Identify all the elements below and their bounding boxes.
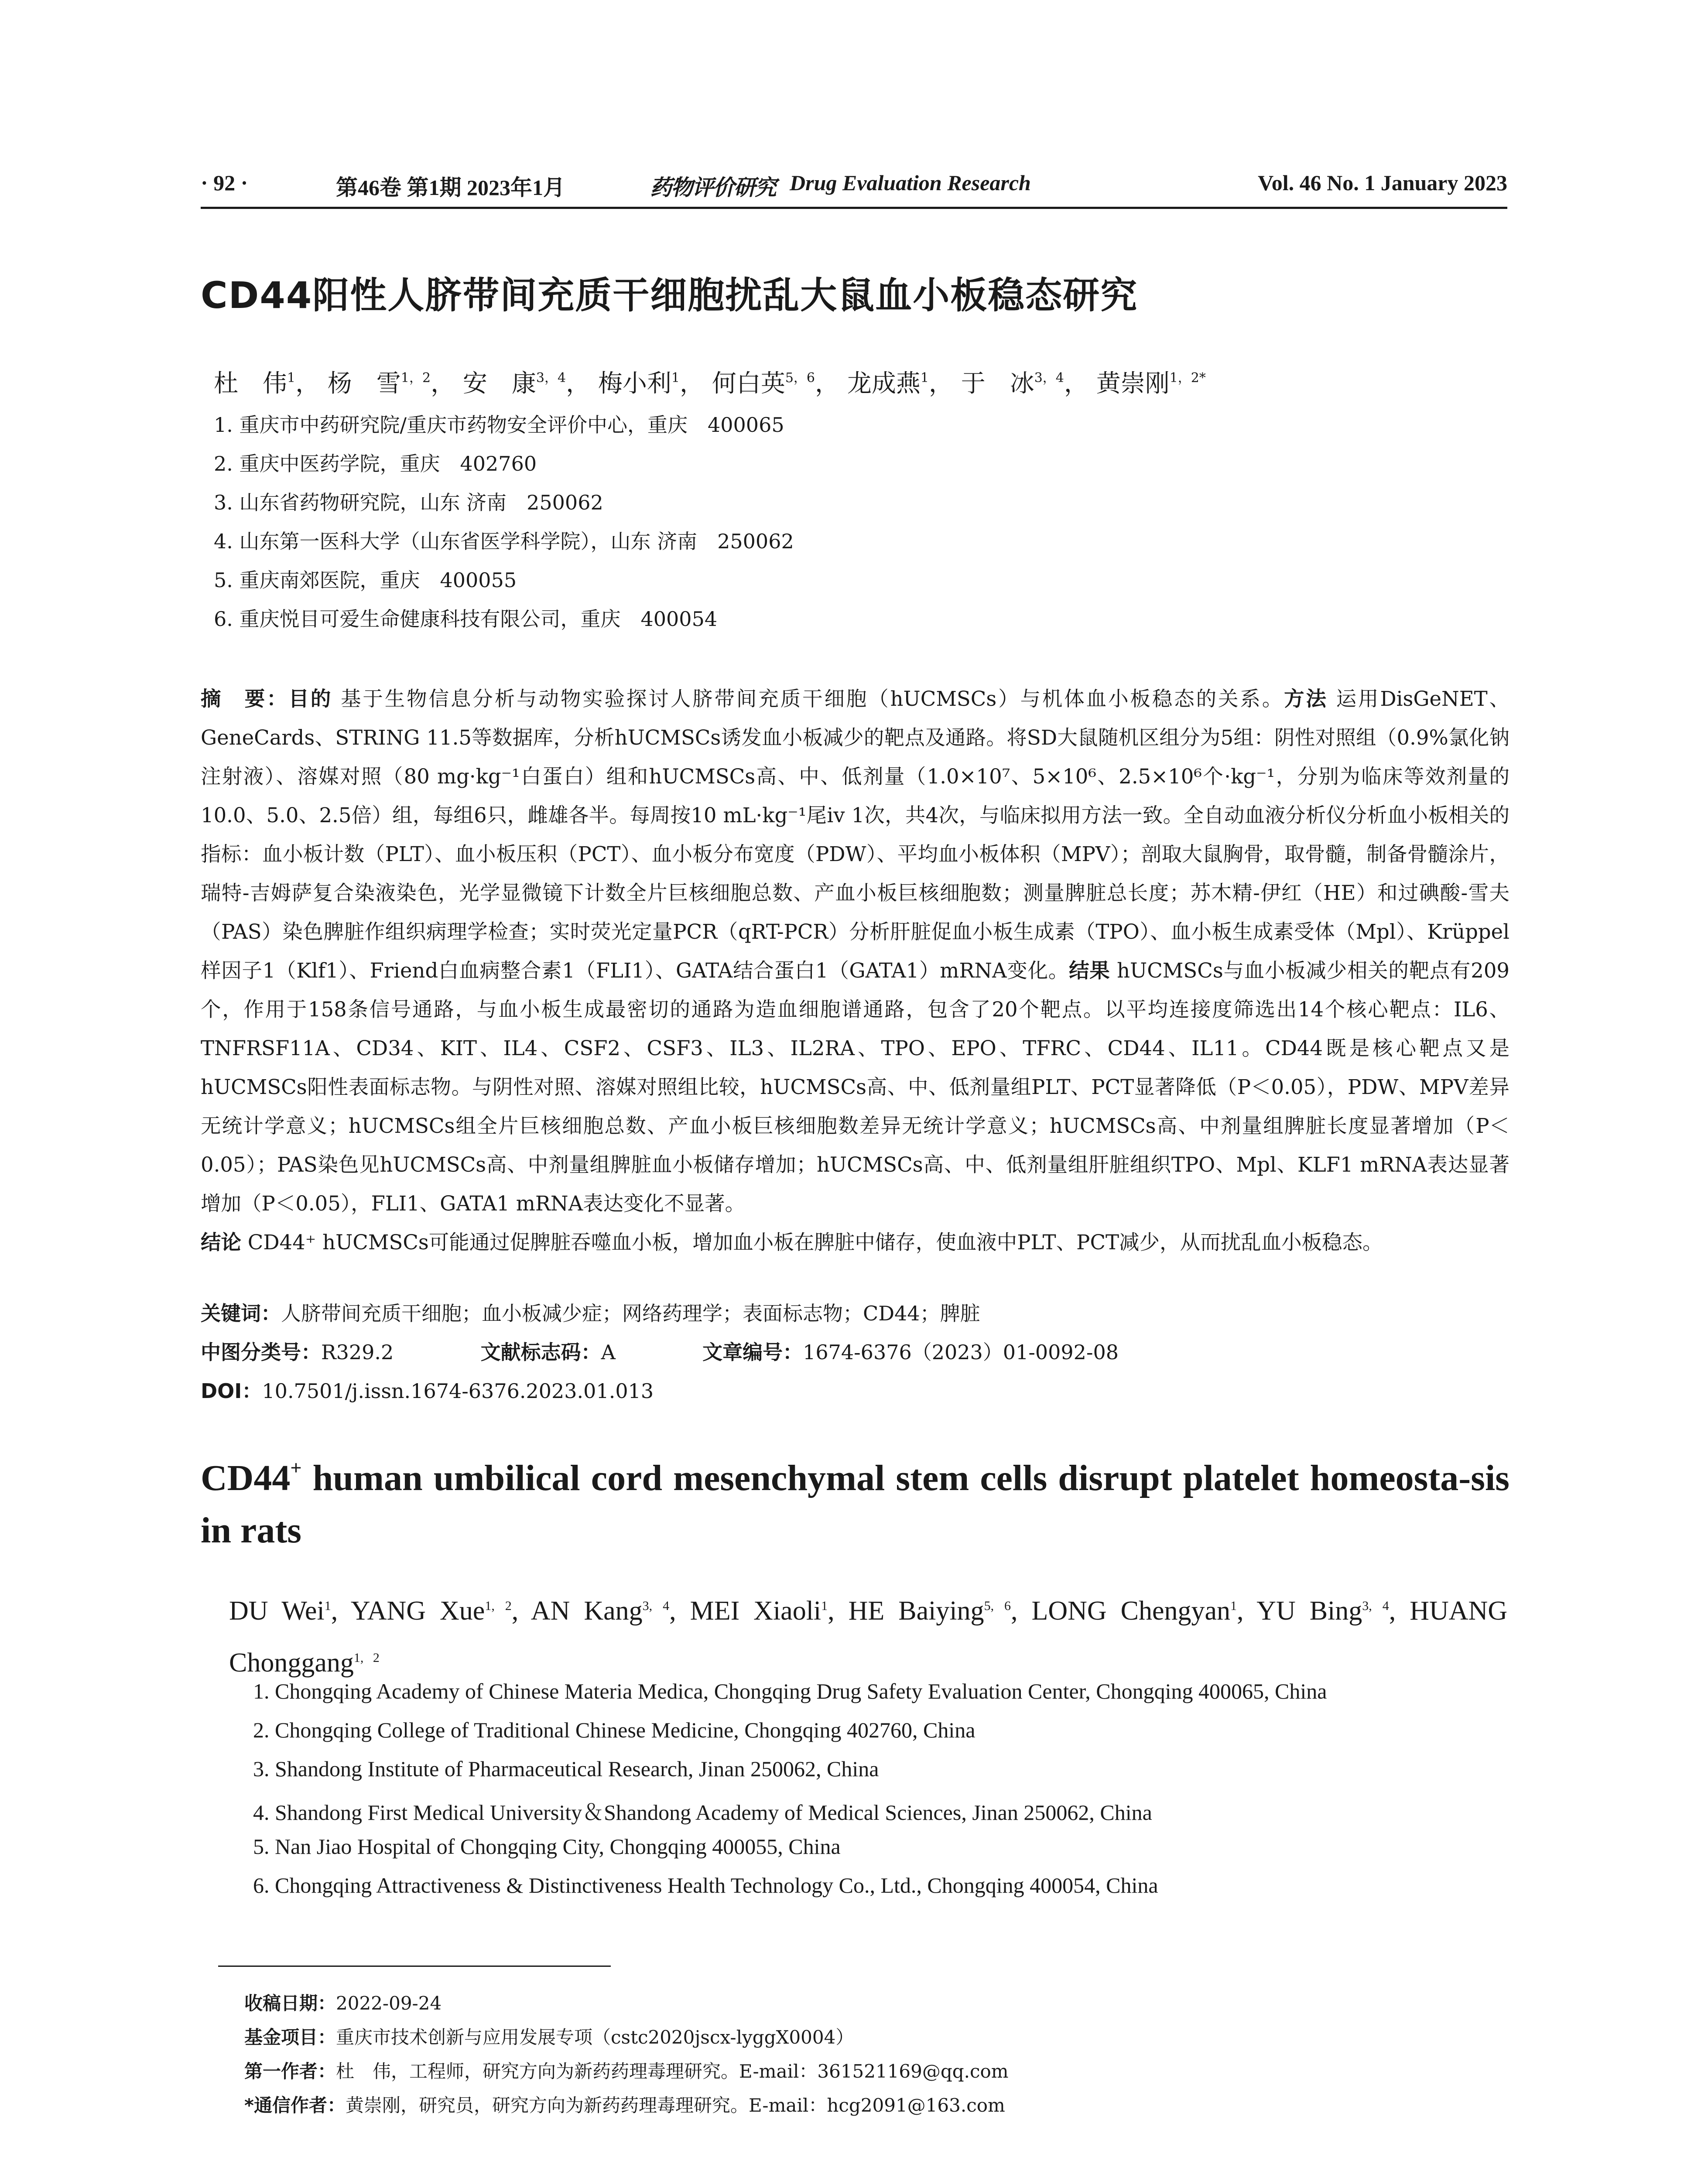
author-affil-sup: 1	[287, 370, 296, 386]
doi-label: DOI：	[201, 1379, 262, 1403]
author-affil-sup: 1, 2	[485, 1599, 512, 1613]
journal-logo: 药物评价研究	[650, 174, 776, 200]
author-en: DU Wei	[229, 1596, 325, 1626]
objective-label: 目的	[288, 687, 333, 711]
volume-cn: 第46卷 第1期 2023年1月	[336, 175, 565, 200]
abstract-objective: 基于生物信息分析与动物实验探讨人脐带间充质干细胞（hUCMSCs）与机体血小板稳态的关系。	[341, 687, 1284, 711]
volume-en: Vol. 46 No. 1 January 2023	[1258, 171, 1507, 195]
author-cn: 梅小利	[598, 369, 671, 398]
author-affil-sup: 5, 6	[984, 1599, 1011, 1613]
keywords-label: 关键词：	[201, 1302, 281, 1325]
affiliation-en: 5. Nan Jiao Hospital of Chongqing City, Chongqing 400055, China	[253, 1834, 841, 1859]
author-en: HE Baiying	[848, 1596, 984, 1626]
article-title-en	[201, 1442, 1509, 1557]
footnote-received	[244, 1989, 442, 2015]
author-cn: 黄崇刚	[1096, 369, 1170, 398]
affiliation-cn: 3. 山东省药物研究院，山东 济南 250062	[214, 491, 603, 514]
author-en: YU Bing	[1256, 1596, 1362, 1626]
author-en: MEI Xiaoli	[690, 1596, 821, 1626]
footnote-corresponding	[244, 2091, 1005, 2117]
footnote-text: 2022-09-24	[336, 1993, 442, 2014]
affiliation-en: 6. Chongqing Attractiveness & Distinctiveness Health Technology Co., Ltd., Chongqing 400054, China	[253, 1873, 1158, 1897]
footnote-text: 重庆市技术创新与应用发展专项（cstc2020jscx-lyggX0004）	[336, 2027, 854, 2048]
affiliation-en: 3. Shandong Institute of Pharmaceutical Research, Jinan 250062, China	[253, 1757, 879, 1781]
abstract-methods: 运用DisGeNET、GeneCards、STRING 11.5等数据库，分析hUCMSCs诱发血小板减少的靶点及通路。将SD大鼠随机区组分为5组：阴性对照组（0.9%氯化钠注射液）、溶媒对照（80 mg·kg⁻¹白蛋白）组和hUCMSCs高、中、低剂量（1.0×10⁷、5×10⁶、2.5×10⁶个·kg⁻¹，分别为临床等效剂量的10.0、5.0、2.5倍）组，每组6只，雌雄各半。每周按10 mL·kg⁻¹尾iv 1次，共4次，与临床拟用方法一致。全自动血液分析仪分析血小板相关的指标：血小板计数（PLT）、血小板压积（PCT）、血小板分布宽度（PDW）、平均血小板体积（MPV）；剖取大鼠胸骨，取骨髓，制备骨髓涂片，瑞特-吉姆萨复合染液染色，光学显微镜下计数全片巨核细胞总数、产血小板巨核细胞数；测量脾脏总长度；苏木精-伊红（HE）和过碘酸-雪夫（PAS）染色脾脏作组织病理学检查；实时荧光定量PCR（qRT-PCR）分析肝脏促血小板生成素（TPO）、血小板生成素受体（Mpl）、Krüppel样因子1（Klf1）、Friend白血病整合素1（FLI1）、GATA结合蛋白1（GATA1）mRNA变化。	[201, 687, 1510, 982]
author-cn: 龙成燕	[847, 369, 921, 398]
author-cn: 杜 伟	[214, 369, 287, 398]
author-en: AN Kang	[531, 1596, 643, 1626]
article-no-value: 1674-6376（2023）01-0092-08	[803, 1340, 1119, 1364]
author-cn: 何白英	[712, 369, 785, 398]
affiliation-en: 1. Chongqing Academy of Chinese Materia Medica, Chongqing Drug Safety Evaluation Center, Chongqing 400065, China	[253, 1679, 1327, 1703]
abstract-conclusion: CD44⁺ hUCMSCs可能通过促脾脏吞噬血小板，增加血小板在脾脏中储存，使血液中PLT、PCT减少，从而扰乱血小板稳态。	[247, 1231, 1383, 1254]
author-affil-sup: 1，2	[400, 370, 431, 386]
author-en: YANG Xue	[350, 1596, 485, 1626]
doc-code-value: A	[601, 1340, 616, 1364]
affiliation-cn: 2. 重庆中医药学院，重庆 402760	[214, 452, 537, 475]
affiliation-cn: 5. 重庆南郊医院，重庆 400055	[214, 568, 517, 592]
title-en-part1: CD44	[201, 1458, 291, 1498]
keywords	[201, 1298, 980, 1326]
journal-name-en: Drug Evaluation Research	[790, 171, 1031, 195]
conclusion-label: 结论	[201, 1231, 241, 1254]
abstract-cn	[201, 680, 1509, 1262]
running-header	[201, 167, 1507, 209]
footnote-text: 杜 伟，工程师，研究方向为新药药理毒理研究。E-mail：361521169@qq.com	[336, 2061, 1009, 2082]
title-en-part2: human umbilical cord mesenchymal stem cells disrupt platelet homeosta-sis in rats	[201, 1458, 1509, 1551]
author-en: LONG Chengyan	[1031, 1596, 1231, 1626]
methods-label: 方法	[1284, 687, 1328, 711]
author-cn: 安 康	[462, 369, 536, 398]
author-en: HUANG Chonggang	[229, 1596, 1508, 1678]
results-label: 结果	[1069, 959, 1110, 982]
title-en-sup: +	[290, 1456, 302, 1479]
author-cn: 于 冰	[961, 369, 1034, 398]
author-affil-sup: 1	[324, 1599, 331, 1613]
author-affil-sup: 1, 2	[353, 1651, 380, 1665]
footnote-funding	[244, 2023, 854, 2049]
abstract-results: hUCMSCs与血小板减少相关的靶点有209个，作用于158条信号通路，与血小板生成最密切的通路为造血细胞谱通路，包含了20个靶点。以平均连接度筛选出14个核心靶点：IL6、TNFRSF11A、CD34、KIT、IL4、CSF2、CSF3、IL3、IL2RA、TPO、EPO、TFRC、CD44、IL11。CD44既是核心靶点又是hUCMSCs阳性表面标志物。与阴性对照、溶媒对照组比较，hUCMSCs高、中、低剂量组PLT、PCT显著降低（P＜0.05），PDW、MPV差异无统计学意义；hUCMSCs组全片巨核细胞总数、产血小板巨核细胞数差异无统计学意义；hUCMSCs高、中剂量组脾脏长度显著增加（P＜0.05）；PAS染色见hUCMSCs高、中剂量组脾脏血小板储存增加；hUCMSCs高、中、低剂量组肝脏组织TPO、Mpl、KLF1 mRNA表达显著增加（P＜0.05），FLI1、GATA1 mRNA表达变化不显著。	[201, 959, 1510, 1215]
author-list-cn: 杜 伟$^1$， 杨 雪$^{1,2}$， 安 康$^{3,4}$， 梅小利$^1$， 何白英$^{5,6}$， 龙成燕$^1$， 于 冰$^{3,4}$， 黄崇刚$^{1,2*}$	[214, 369, 1206, 398]
classification-line	[201, 1337, 1119, 1365]
abstract-label: 摘 要：	[201, 687, 289, 711]
author-affil-sup: 3, 4	[642, 1599, 670, 1613]
author-affil-sup: 1，2*	[1169, 370, 1206, 386]
author-affil-sup: 3，4	[1034, 370, 1064, 386]
author-affil-sup: 3, 4	[1362, 1599, 1389, 1613]
author-affil-sup: 5，6	[785, 370, 815, 386]
clc-value: R329.2	[321, 1340, 394, 1364]
author-cn: 杨 雪	[327, 369, 401, 398]
footnote-label: *通信作者：	[244, 2095, 346, 2116]
footnote-label: 基金项目：	[244, 2027, 336, 2048]
affiliation-cn: 4. 山东第一医科大学（山东省医学科学院），山东 济南 250062	[214, 530, 794, 553]
footnote-text: 黄崇刚，研究员，研究方向为新药药理毒理研究。E-mail：hcg2091@163.com	[345, 2095, 1005, 2116]
footnote-label: 收稿日期：	[244, 1993, 336, 2014]
doi-value: 10.7501/j.issn.1674-6376.2023.01.013	[262, 1379, 654, 1403]
author-affil-sup: 1	[671, 370, 680, 386]
article-title-cn: CD44阳性人脐带间充质干细胞扰乱大鼠血小板稳态研究	[201, 274, 1138, 317]
author-affil-sup: 1	[821, 1599, 828, 1613]
keywords-text: 人脐带间充质干细胞；血小板减少症；网络药理学；表面标志物；CD44；脾脏	[281, 1302, 980, 1325]
author-affil-sup: 1	[920, 370, 929, 386]
affiliation-en: 4. Shandong First Medical University＆Shandong Academy of Medical Sciences, Jinan 250062, China	[253, 1800, 1152, 1825]
footnote-divider	[218, 1966, 611, 1967]
doc-code-label: 文献标志码：	[480, 1340, 601, 1364]
author-affil-sup: 3，4	[536, 370, 566, 386]
author-list-en: DU Wei$^1$, YANG Xue$^{1, 2}$, AN Kang$^{3, 4}$, MEI Xiaoli$^1$, HE Baiying$^{5, 6}$, LONG Chengyan$^1$, YU Bing$^{3, 4}$, HUANG Chonggang$^{1, 2}$	[229, 1596, 1508, 1678]
doi-line	[201, 1375, 654, 1404]
footnote-first-author	[244, 2057, 1009, 2083]
affiliation-cn: 1. 重庆市中药研究院/重庆市药物安全评价中心，重庆 400065	[214, 413, 784, 437]
affiliation-en: 2. Chongqing College of Traditional Chinese Medicine, Chongqing 402760, China	[253, 1718, 976, 1742]
author-affil-sup: 1	[1230, 1599, 1237, 1613]
footnote-label: 第一作者：	[244, 2061, 336, 2082]
affiliation-cn: 6. 重庆悦目可爱生命健康科技有限公司，重庆 400054	[214, 607, 718, 631]
article-no-label: 文章编号：	[702, 1340, 803, 1364]
clc-label: 中图分类号：	[201, 1340, 321, 1364]
page-number: · 92 ·	[201, 171, 248, 195]
